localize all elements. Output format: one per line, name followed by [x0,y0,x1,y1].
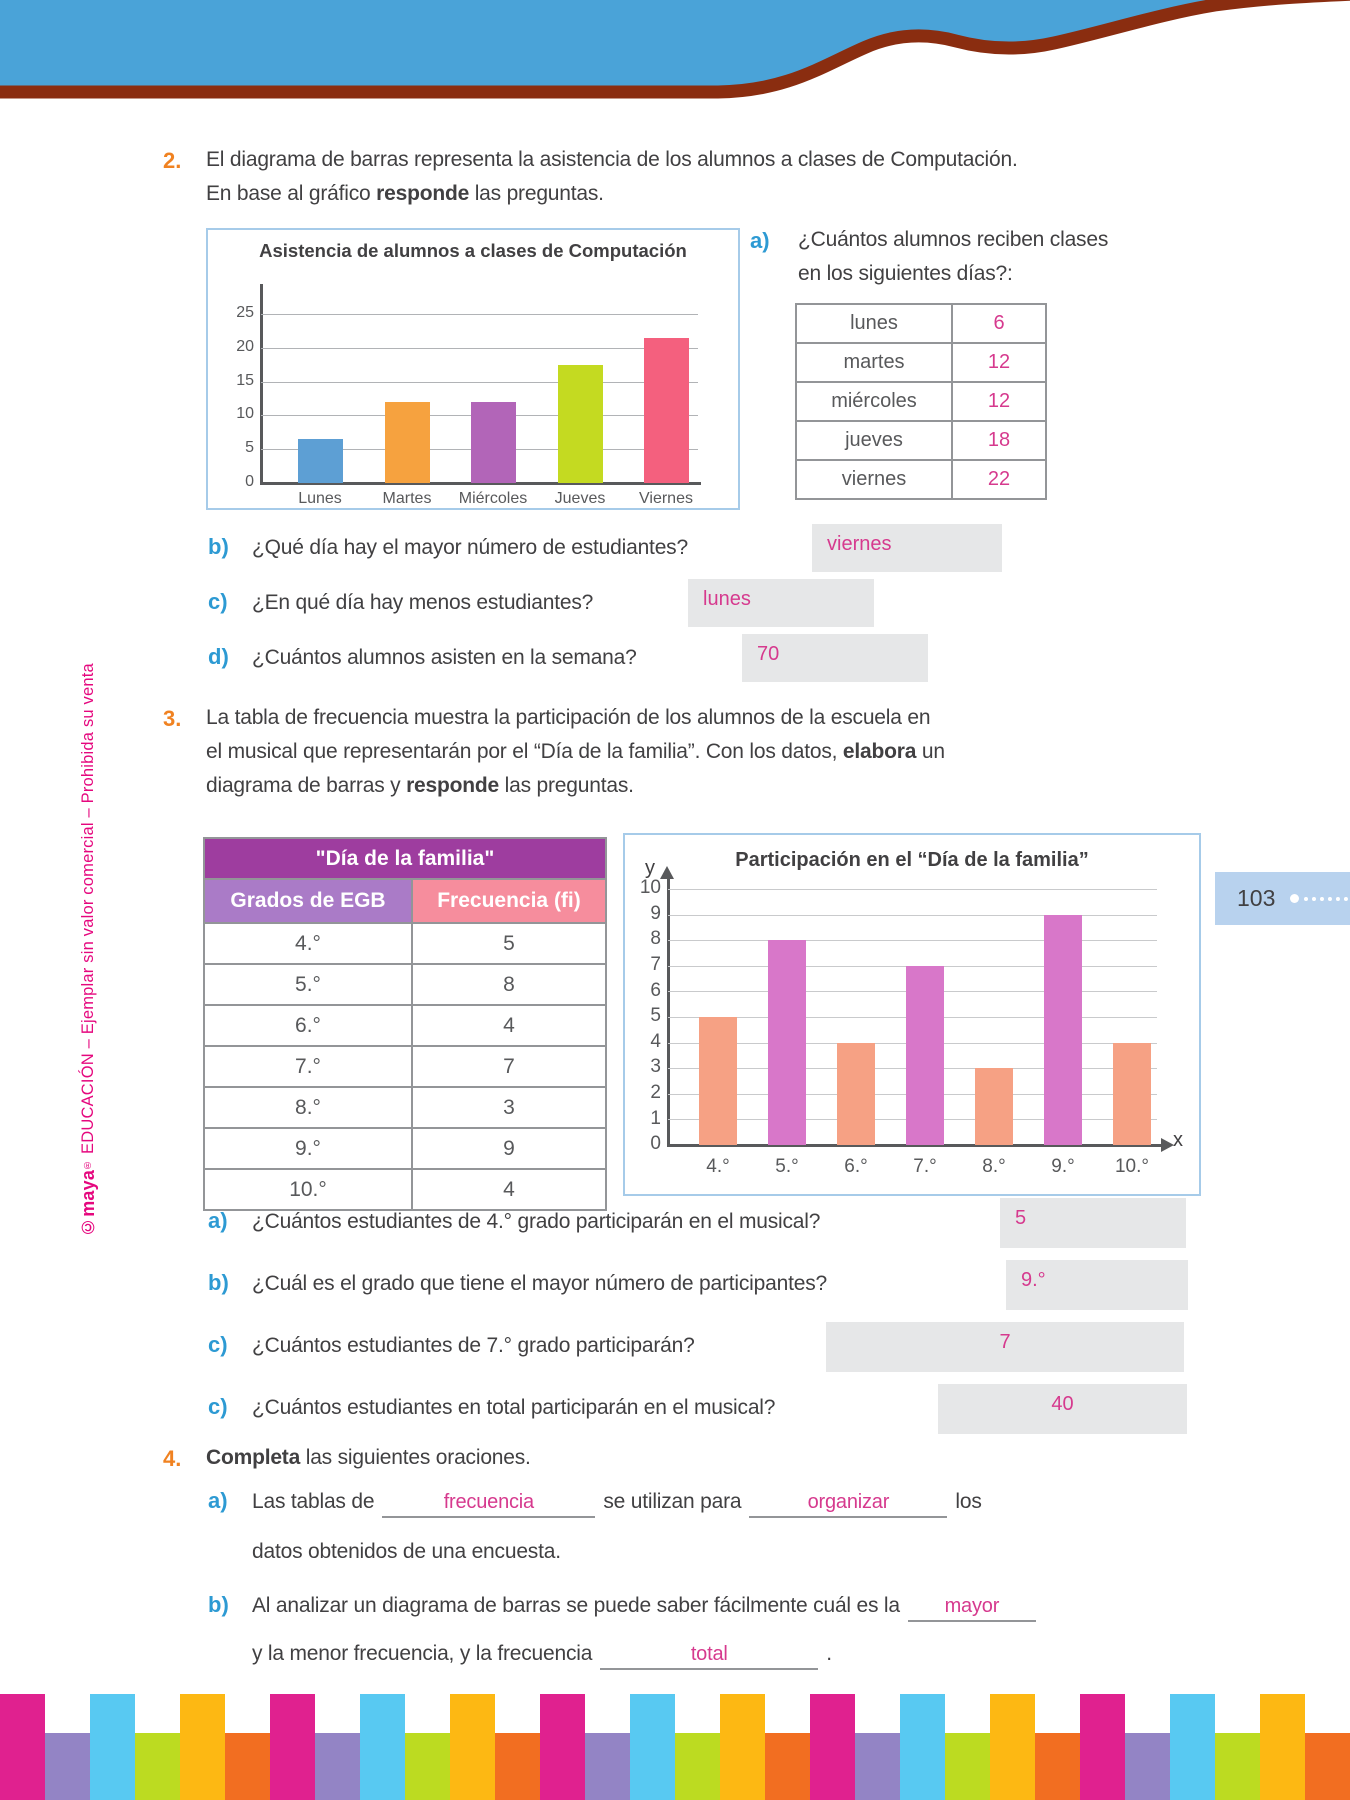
y-tick-label: 4 [650,1030,661,1052]
text-segment: un [916,740,945,763]
table-row [204,1046,606,1087]
answer-text: 5 [1015,1207,1027,1229]
exercise4-b-label: b) [208,1592,229,1617]
y-axis-letter: y [645,857,655,879]
exercise2-line1: El diagrama de barras representa la asistencia de los alumnos a clases de Computación. [206,148,1018,171]
y-tick-label: 3 [650,1056,661,1078]
exercise3-number: 3. [163,706,182,731]
y-tick-label: 2 [650,1082,661,1104]
grade-cell: 8.° [204,1087,412,1128]
footer-bar [585,1733,630,1800]
exercise4-number: 4. [163,1446,182,1471]
footer-bar [1215,1733,1260,1800]
exercise4-b-line1 [252,1594,1044,1622]
text-segment-bold: Completa [206,1446,301,1469]
footer-bar [765,1733,810,1800]
y-tick-label: 10 [236,405,254,423]
y-tick-label: 7 [650,954,661,976]
question-b-text: ¿Qué día hay el mayor número de estudiantes? [252,536,688,559]
footer-bar [135,1733,180,1800]
question-b-label: b) [208,534,229,559]
table-row [796,343,1046,382]
exercise2-line2 [206,182,604,206]
copyright-sidebar [78,545,99,1237]
footer-bar [180,1694,225,1800]
text-segment-bold: responde [406,774,499,797]
question3-b-label: b) [208,1270,229,1295]
gridline [668,915,1157,916]
answer-text: viernes [827,533,892,555]
x-axis-letter: x [1173,1129,1183,1151]
footer-color-bars [0,1694,1350,1800]
table-row [204,964,606,1005]
table-row [796,421,1046,460]
text-segment: las preguntas. [469,182,604,205]
footer-bar [1080,1694,1125,1800]
y-axis-arrow-icon [660,866,674,879]
day-cell: martes [796,343,952,382]
tab-dotted-line [1304,897,1348,901]
y-tick-label: 15 [236,371,254,389]
exercise4-b-line2 [252,1642,832,1670]
attendance-answer-table [795,303,1047,500]
maya-logo: ©maya [78,1169,98,1237]
grade-cell: 10.° [204,1169,412,1210]
bar-6 [1044,915,1082,1145]
answer-text: 9.° [1021,1269,1046,1291]
table-row [796,304,1046,343]
text-segment: se utilizan para [603,1490,742,1513]
bar-2 [385,402,430,483]
question3-a-label: a) [208,1208,228,1233]
y-tick-label: 20 [236,337,254,355]
gridline [261,382,698,383]
x-tick-label: 7.° [913,1156,937,1177]
question-a-line1: ¿Cuántos alumnos reciben clases [798,228,1109,251]
frequency-table [203,837,607,1211]
x-tick-label: Martes [382,490,432,507]
grade-cell: 7.° [204,1046,412,1087]
answer-box-3a[interactable] [1000,1198,1186,1248]
question-d-label: d) [208,644,229,669]
y-tick-label: 8 [650,928,661,950]
answer-text: 40 [1051,1393,1074,1415]
footer-bar [450,1694,495,1800]
grade-cell: 4.° [204,923,412,964]
x-tick-label: 4.° [706,1156,730,1177]
copyright-text: EDUCACIÓN – Ejemplar sin valor comercial – Prohibida su venta [79,663,97,1159]
gridline [668,940,1157,941]
answer-cell[interactable]: 12 [952,382,1046,421]
answer-cell[interactable]: 12 [952,343,1046,382]
x-tick-label: 8.° [982,1156,1006,1177]
bar-5 [644,338,689,483]
bar-4 [906,966,944,1145]
text-segment: diagrama de barras y [206,774,407,797]
x-tick-label: 6.° [844,1156,868,1177]
footer-bar [90,1694,135,1800]
fill-blank[interactable]: total [600,1643,818,1670]
day-cell: miércoles [796,382,952,421]
question3-c-text: ¿Cuántos estudiantes de 7.° grado participarán? [252,1334,695,1357]
footer-bar [495,1733,540,1800]
day-cell: jueves [796,421,952,460]
footer-bar [900,1694,945,1800]
frequency-cell: 4 [412,1169,606,1210]
x-tick-label: Lunes [298,490,342,507]
table-row [204,923,606,964]
table-row [796,460,1046,499]
y-tick-label: 0 [245,473,254,491]
y-tick-label: 6 [650,979,661,1001]
footer-bar [270,1694,315,1800]
frequency-cell: 9 [412,1128,606,1169]
question3-c2-label: c) [208,1394,228,1419]
footer-bar [405,1733,450,1800]
footer-bar [315,1733,360,1800]
frequency-cell: 3 [412,1087,606,1128]
x-tick-label: 9.° [1051,1156,1075,1177]
attendance-bar-chart [206,228,740,510]
bar-2 [768,940,806,1145]
footer-bar [855,1733,900,1800]
question-d-text: ¿Cuántos alumnos asisten en la semana? [252,646,637,669]
table-row [204,1087,606,1128]
footer-bar [1125,1733,1170,1800]
fill-blank[interactable]: frecuencia [382,1491,595,1518]
exercise4-a-line1 [252,1490,982,1518]
gridline [261,314,698,315]
question-a-line2: en los siguientes días?: [798,262,1013,285]
footer-bar [360,1694,405,1800]
answer-box-3b[interactable] [1006,1260,1188,1310]
grade-cell: 5.° [204,964,412,1005]
frequency-cell: 5 [412,923,606,964]
footer-bar [810,1694,855,1800]
tab-dot-icon [1290,894,1299,903]
question3-c2-text: ¿Cuántos estudiantes en total participarán en el musical? [252,1396,776,1419]
text-segment: En base al gráfico [206,182,377,205]
text-segment: Al analizar un diagrama de barras se puede saber fácilmente cuál es la [252,1594,900,1617]
table-row [204,1128,606,1169]
answer-text: 7 [999,1331,1011,1353]
y-tick-label: 10 [639,877,661,899]
footer-bar [1305,1733,1350,1800]
grade-cell: 6.° [204,1005,412,1046]
footer-bar [1035,1733,1080,1800]
bar-5 [975,1068,1013,1145]
footer-bar [0,1694,45,1800]
table-row [204,1169,606,1210]
text-segment: los [955,1490,982,1513]
chart-title: Asistencia de alumnos a clases de Computación [259,240,687,261]
question-a-label: a) [750,228,770,253]
bar-1 [298,439,343,483]
footer-bar [45,1733,90,1800]
bar-3 [471,402,516,483]
text-segment: y la menor frecuencia, y la frecuencia [252,1642,593,1665]
registered-mark: ® [82,1158,93,1170]
answer-text: lunes [703,588,751,610]
x-tick-label: Jueves [554,490,606,507]
frequency-cell: 4 [412,1005,606,1046]
fill-blank[interactable]: organizar [749,1491,947,1518]
bar-7 [1113,1043,1151,1145]
exercise2-number: 2. [163,148,182,173]
y-tick-label: 0 [650,1133,661,1155]
fill-blank[interactable]: mayor [908,1595,1036,1622]
table-row [204,1005,606,1046]
x-tick-label: Miércoles [458,490,528,507]
answer-box-b[interactable] [812,524,1002,572]
question-c-text: ¿En qué día hay menos estudiantes? [252,591,594,614]
frequency-cell: 7 [412,1046,606,1087]
day-cell: viernes [796,460,952,499]
grade-cell: 9.° [204,1128,412,1169]
answer-box-c[interactable] [688,579,874,627]
answer-cell[interactable]: 22 [952,460,1046,499]
exercise4-header [206,1446,531,1470]
column-header-grades: Grados de EGB [204,879,412,923]
text-segment: las preguntas. [499,774,634,797]
frequency-cell: 8 [412,964,606,1005]
gridline [261,348,698,349]
footer-bar [675,1733,720,1800]
text-segment: las siguientes oraciones. [300,1446,531,1469]
footer-bar [540,1694,585,1800]
footer-bar [1260,1694,1305,1800]
y-tick-label: 1 [650,1107,661,1129]
x-tick-label: Viernes [639,490,693,507]
answer-text: 70 [757,643,780,665]
answer-box-d[interactable] [742,634,928,682]
text-segment: . [826,1642,832,1665]
exercise3-line1: La tabla de frecuencia muestra la participación de los alumnos de la escuela en [206,706,931,729]
gridline [668,889,1157,890]
y-tick-label: 25 [236,304,254,322]
exercise3-line3 [206,774,634,798]
day-cell: lunes [796,304,952,343]
footer-bar [720,1694,765,1800]
bar-3 [837,1043,875,1145]
top-banner-wave [0,0,1350,110]
column-header-frequency: Frecuencia (fi) [412,879,606,923]
question-c-label: c) [208,589,228,614]
exercise4-a-label: a) [208,1488,228,1513]
question3-b-text: ¿Cuál es el grado que tiene el mayor número de participantes? [252,1272,827,1295]
participation-bar-chart [623,833,1201,1196]
y-tick-label: 9 [650,902,661,924]
page-tab [1215,872,1350,925]
exercise3-line2 [206,740,945,764]
answer-box-3c[interactable] [826,1322,1184,1372]
answer-cell[interactable]: 6 [952,304,1046,343]
text-segment: Las tablas de [252,1490,375,1513]
footer-bar [945,1733,990,1800]
footer-bar [1170,1694,1215,1800]
page-number: 103 [1237,885,1276,911]
answer-cell[interactable]: 18 [952,421,1046,460]
exercise4-a-line2: datos obtenidos de una encuesta. [252,1540,561,1563]
question3-a-text: ¿Cuántos estudiantes de 4.° grado participarán en el musical? [252,1210,821,1233]
x-tick-label: 5.° [775,1156,799,1177]
text-segment-bold: responde [376,182,470,205]
question3-c-label: c) [208,1332,228,1357]
y-tick-label: 5 [245,439,254,457]
footer-bar [225,1733,270,1800]
y-axis [667,879,670,1147]
table-row [796,382,1046,421]
footer-bar [990,1694,1035,1800]
x-tick-label: 10.° [1114,1156,1149,1177]
y-tick-label: 5 [650,1005,661,1027]
chart-title: Participación en el “Día de la familia” [735,849,1089,871]
text-segment-bold: elabora [842,740,917,763]
frequency-table-title: "Día de la familia" [204,838,606,879]
bar-4 [558,365,603,483]
bar-1 [699,1017,737,1145]
footer-bar [630,1694,675,1800]
answer-box-3c2[interactable] [938,1384,1187,1434]
text-segment: el musical que representarán por el “Día de la familia”. Con los datos, [206,740,843,763]
